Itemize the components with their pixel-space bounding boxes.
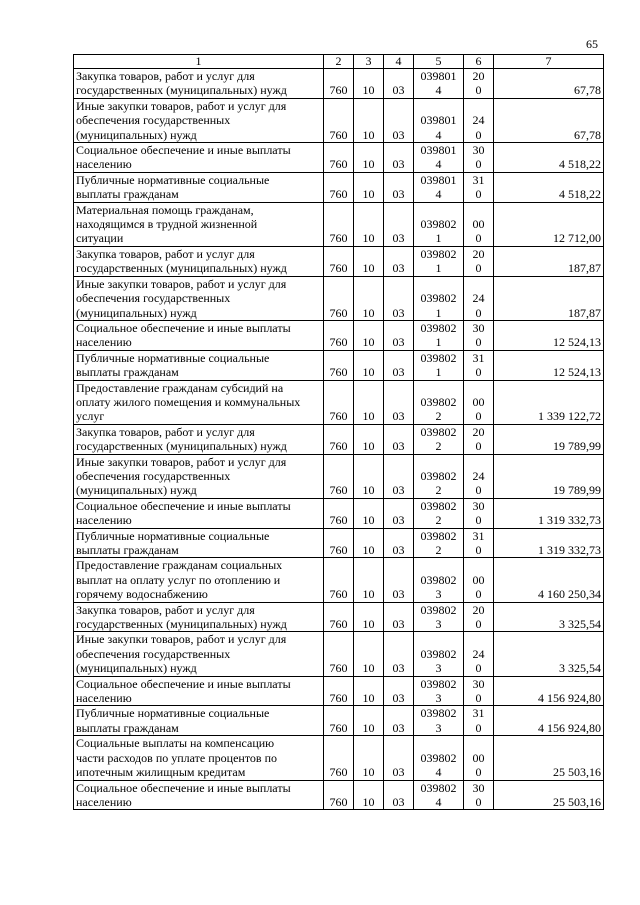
- subsection-cell: 03: [384, 676, 414, 706]
- amount-cell: 4 156 924,80: [494, 706, 604, 736]
- subsection-cell: 03: [384, 736, 414, 780]
- table-row: [74, 276, 604, 320]
- target-article-cell: 039802 1: [414, 246, 464, 276]
- amount-cell: 1 339 122,72: [494, 380, 604, 424]
- subsection-cell: 03: [384, 454, 414, 498]
- section-cell: 10: [354, 706, 384, 736]
- table-row: [74, 172, 604, 202]
- table-row: [74, 498, 604, 528]
- amount-cell: 19 789,99: [494, 454, 604, 498]
- expense-type-cell: 00 0: [464, 558, 494, 602]
- target-article-cell: 039802 2: [414, 498, 464, 528]
- row-name-cell: Иные закупки товаров, работ и услуг для обеспечения государственных (муниципальных) нужд: [74, 276, 324, 320]
- target-article-cell: 039802 4: [414, 780, 464, 810]
- subsection-cell: 03: [384, 350, 414, 380]
- expense-type-cell: 24 0: [464, 276, 494, 320]
- row-name-cell: Иные закупки товаров, работ и услуг для обеспечения государственных (муниципальных) нужд: [74, 98, 324, 142]
- code-cell: 760: [324, 706, 354, 736]
- row-name-cell: Социальные выплаты на компенсацию части расходов по уплате процентов по ипотечным жилищным кредитам: [74, 736, 324, 780]
- row-name-cell: Социальное обеспечение и иные выплаты населению: [74, 780, 324, 810]
- target-article-cell: 039802 3: [414, 706, 464, 736]
- subsection-cell: 03: [384, 69, 414, 99]
- table-row: [74, 380, 604, 424]
- expense-type-cell: 31 0: [464, 350, 494, 380]
- column-header: 6: [464, 55, 494, 69]
- code-cell: 760: [324, 780, 354, 810]
- code-cell: 760: [324, 350, 354, 380]
- table-row: [74, 632, 604, 676]
- expense-type-cell: 31 0: [464, 528, 494, 558]
- code-cell: 760: [324, 276, 354, 320]
- code-cell: 760: [324, 632, 354, 676]
- subsection-cell: 03: [384, 558, 414, 602]
- target-article-cell: 039801 4: [414, 143, 464, 173]
- section-cell: 10: [354, 676, 384, 706]
- target-article-cell: 039802 2: [414, 380, 464, 424]
- section-cell: 10: [354, 276, 384, 320]
- subsection-cell: 03: [384, 246, 414, 276]
- target-article-cell: 039802 3: [414, 602, 464, 632]
- code-cell: 760: [324, 380, 354, 424]
- target-article-cell: 039802 1: [414, 276, 464, 320]
- row-name-cell: Иные закупки товаров, работ и услуг для обеспечения государственных (муниципальных) нужд: [74, 454, 324, 498]
- amount-cell: 67,78: [494, 98, 604, 142]
- section-cell: 10: [354, 736, 384, 780]
- amount-cell: 1 319 332,73: [494, 528, 604, 558]
- target-article-cell: 039801 4: [414, 98, 464, 142]
- table-row: [74, 98, 604, 142]
- subsection-cell: 03: [384, 780, 414, 810]
- section-cell: 10: [354, 172, 384, 202]
- row-name-cell: Социальное обеспечение и иные выплаты населению: [74, 143, 324, 173]
- subsection-cell: 03: [384, 202, 414, 246]
- amount-cell: 19 789,99: [494, 424, 604, 454]
- target-article-cell: 039802 2: [414, 454, 464, 498]
- subsection-cell: 03: [384, 528, 414, 558]
- target-article-cell: 039802 3: [414, 558, 464, 602]
- code-cell: 760: [324, 454, 354, 498]
- table-row: [74, 454, 604, 498]
- section-cell: 10: [354, 498, 384, 528]
- amount-cell: 4 160 250,34: [494, 558, 604, 602]
- expense-type-cell: 20 0: [464, 246, 494, 276]
- row-name-cell: Публичные нормативные социальные выплаты гражданам: [74, 706, 324, 736]
- row-name-cell: Закупка товаров, работ и услуг для государственных (муниципальных) нужд: [74, 424, 324, 454]
- target-article-cell: 039802 2: [414, 528, 464, 558]
- expense-type-cell: 00 0: [464, 736, 494, 780]
- section-cell: 10: [354, 98, 384, 142]
- section-cell: 10: [354, 424, 384, 454]
- target-article-cell: 039802 1: [414, 350, 464, 380]
- column-header: 7: [494, 55, 604, 69]
- section-cell: 10: [354, 454, 384, 498]
- table-row: [74, 424, 604, 454]
- row-name-cell: Публичные нормативные социальные выплаты гражданам: [74, 172, 324, 202]
- amount-cell: 187,87: [494, 276, 604, 320]
- expense-type-cell: 31 0: [464, 706, 494, 736]
- amount-cell: 3 325,54: [494, 632, 604, 676]
- row-name-cell: Предоставление гражданам социальных выплат на оплату услуг по отоплению и горячему водоснабжению: [74, 558, 324, 602]
- table-body: [74, 69, 604, 810]
- amount-cell: 187,87: [494, 246, 604, 276]
- subsection-cell: 03: [384, 632, 414, 676]
- subsection-cell: 03: [384, 143, 414, 173]
- subsection-cell: 03: [384, 276, 414, 320]
- code-cell: 760: [324, 676, 354, 706]
- expense-type-cell: 30 0: [464, 780, 494, 810]
- table-row: [74, 246, 604, 276]
- code-cell: 760: [324, 320, 354, 350]
- table-header-row: [74, 55, 604, 69]
- amount-cell: 3 325,54: [494, 602, 604, 632]
- column-header: 2: [324, 55, 354, 69]
- expense-type-cell: 24 0: [464, 98, 494, 142]
- column-header: 5: [414, 55, 464, 69]
- budget-table: [73, 54, 604, 810]
- subsection-cell: 03: [384, 424, 414, 454]
- target-article-cell: 039802 1: [414, 202, 464, 246]
- subsection-cell: 03: [384, 320, 414, 350]
- section-cell: 10: [354, 246, 384, 276]
- code-cell: 760: [324, 246, 354, 276]
- amount-cell: 12 524,13: [494, 350, 604, 380]
- expense-type-cell: 00 0: [464, 202, 494, 246]
- code-cell: 760: [324, 98, 354, 142]
- row-name-cell: Публичные нормативные социальные выплаты гражданам: [74, 350, 324, 380]
- row-name-cell: Закупка товаров, работ и услуг для государственных (муниципальных) нужд: [74, 69, 324, 99]
- table-row: [74, 69, 604, 99]
- code-cell: 760: [324, 558, 354, 602]
- table-row: [74, 706, 604, 736]
- row-name-cell: Закупка товаров, работ и услуг для государственных (муниципальных) нужд: [74, 602, 324, 632]
- row-name-cell: Социальное обеспечение и иные выплаты населению: [74, 498, 324, 528]
- target-article-cell: 039802 2: [414, 424, 464, 454]
- subsection-cell: 03: [384, 380, 414, 424]
- column-header: 1: [74, 55, 324, 69]
- section-cell: 10: [354, 602, 384, 632]
- subsection-cell: 03: [384, 498, 414, 528]
- amount-cell: 25 503,16: [494, 780, 604, 810]
- section-cell: 10: [354, 143, 384, 173]
- subsection-cell: 03: [384, 172, 414, 202]
- table-row: [74, 143, 604, 173]
- code-cell: 760: [324, 202, 354, 246]
- expense-type-cell: 20 0: [464, 69, 494, 99]
- table-row: [74, 528, 604, 558]
- row-name-cell: Иные закупки товаров, работ и услуг для обеспечения государственных (муниципальных) нужд: [74, 632, 324, 676]
- expense-type-cell: 30 0: [464, 676, 494, 706]
- code-cell: 760: [324, 736, 354, 780]
- code-cell: 760: [324, 528, 354, 558]
- amount-cell: 1 319 332,73: [494, 498, 604, 528]
- code-cell: 760: [324, 172, 354, 202]
- subsection-cell: 03: [384, 602, 414, 632]
- table-row: [74, 602, 604, 632]
- target-article-cell: 039801 4: [414, 172, 464, 202]
- column-header: 3: [354, 55, 384, 69]
- code-cell: 760: [324, 143, 354, 173]
- section-cell: 10: [354, 320, 384, 350]
- row-name-cell: Материальная помощь гражданам, находящимся в трудной жизненной ситуации: [74, 202, 324, 246]
- table-row: [74, 558, 604, 602]
- subsection-cell: 03: [384, 98, 414, 142]
- row-name-cell: Публичные нормативные социальные выплаты гражданам: [74, 528, 324, 558]
- expense-type-cell: 30 0: [464, 320, 494, 350]
- table-row: [74, 676, 604, 706]
- row-name-cell: Социальное обеспечение и иные выплаты населению: [74, 676, 324, 706]
- table-row: [74, 736, 604, 780]
- target-article-cell: 039802 3: [414, 676, 464, 706]
- table-row: [74, 350, 604, 380]
- code-cell: 760: [324, 424, 354, 454]
- amount-cell: 12 712,00: [494, 202, 604, 246]
- page-number: 65: [586, 37, 598, 51]
- amount-cell: 25 503,16: [494, 736, 604, 780]
- section-cell: 10: [354, 780, 384, 810]
- expense-type-cell: 20 0: [464, 424, 494, 454]
- amount-cell: 4 518,22: [494, 172, 604, 202]
- code-cell: 760: [324, 69, 354, 99]
- subsection-cell: 03: [384, 706, 414, 736]
- section-cell: 10: [354, 558, 384, 602]
- expense-type-cell: 24 0: [464, 454, 494, 498]
- row-name-cell: Закупка товаров, работ и услуг для государственных (муниципальных) нужд: [74, 246, 324, 276]
- section-cell: 10: [354, 528, 384, 558]
- target-article-cell: 039801 4: [414, 69, 464, 99]
- expense-type-cell: 00 0: [464, 380, 494, 424]
- section-cell: 10: [354, 632, 384, 676]
- expense-type-cell: 31 0: [464, 172, 494, 202]
- code-cell: 760: [324, 498, 354, 528]
- expense-type-cell: 30 0: [464, 143, 494, 173]
- code-cell: 760: [324, 602, 354, 632]
- expense-type-cell: 30 0: [464, 498, 494, 528]
- section-cell: 10: [354, 202, 384, 246]
- expense-type-cell: 20 0: [464, 602, 494, 632]
- column-header: 4: [384, 55, 414, 69]
- amount-cell: 12 524,13: [494, 320, 604, 350]
- amount-cell: 67,78: [494, 69, 604, 99]
- amount-cell: 4 156 924,80: [494, 676, 604, 706]
- row-name-cell: Предоставление гражданам субсидий на оплату жилого помещения и коммунальных услуг: [74, 380, 324, 424]
- target-article-cell: 039802 1: [414, 320, 464, 350]
- target-article-cell: 039802 3: [414, 632, 464, 676]
- section-cell: 10: [354, 380, 384, 424]
- target-article-cell: 039802 4: [414, 736, 464, 780]
- amount-cell: 4 518,22: [494, 143, 604, 173]
- table-row: [74, 780, 604, 810]
- row-name-cell: Социальное обеспечение и иные выплаты населению: [74, 320, 324, 350]
- table-row: [74, 320, 604, 350]
- section-cell: 10: [354, 350, 384, 380]
- expense-type-cell: 24 0: [464, 632, 494, 676]
- section-cell: 10: [354, 69, 384, 99]
- table-row: [74, 202, 604, 246]
